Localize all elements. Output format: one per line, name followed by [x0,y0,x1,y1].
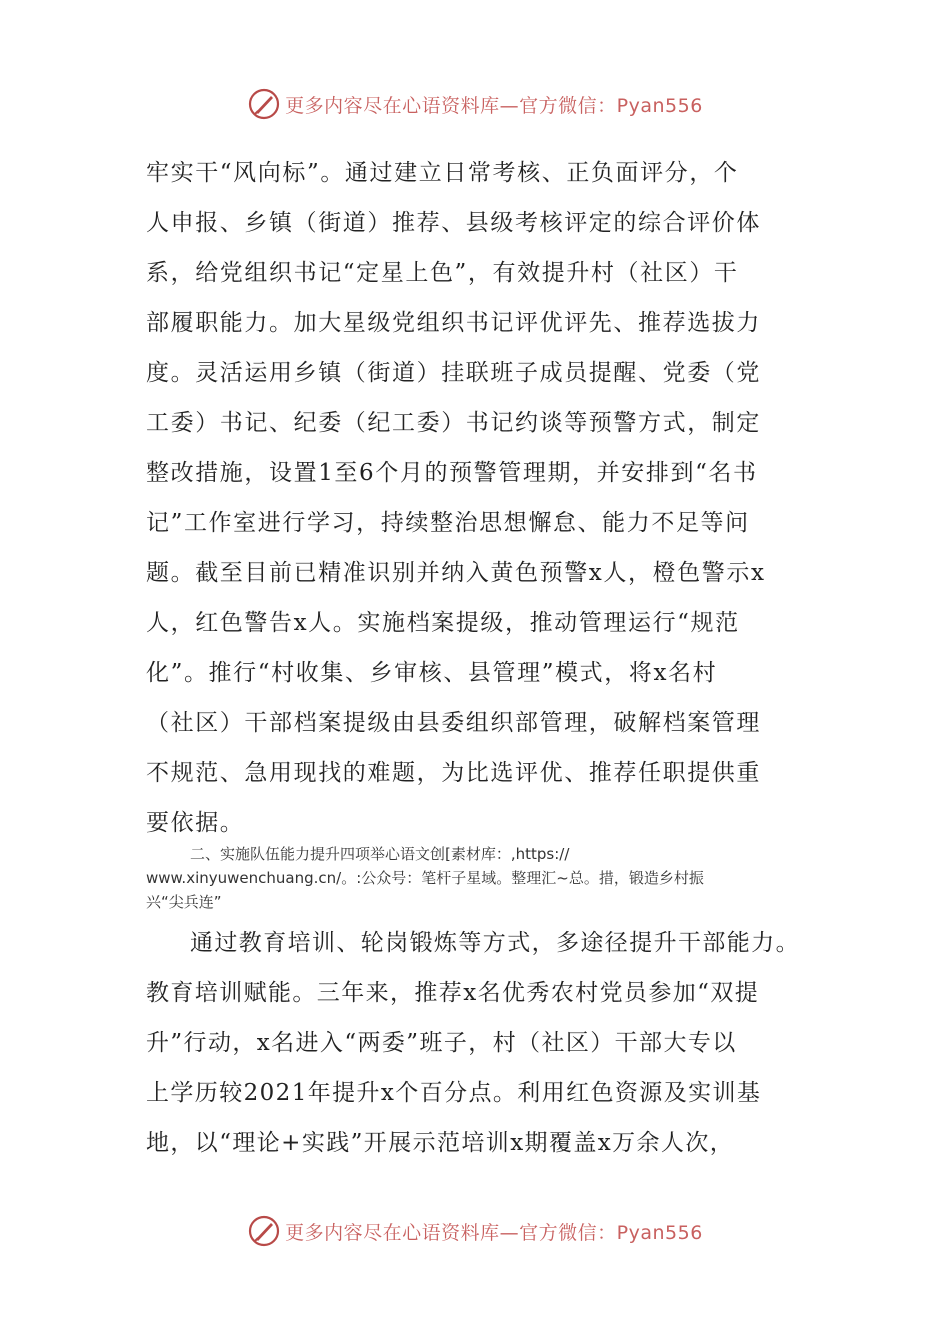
text-line: 通过教育培训、轮岗锻炼等方式，多途径提升干部能力。 [190,930,800,956]
text-line: 升”行动，x名进入“两委”班子，村（社区）干部大专以 [146,1030,737,1056]
heading-line: 兴“尖兵连” [146,893,222,911]
text-line: 上学历较2021年提升x个百分点。利用红色资源及实训基 [146,1080,762,1106]
text-line: 工委）书记、纪委（纪工委）书记约谈等预警方式，制定 [146,410,761,436]
banner-text: 更多内容尽在心语资料库—官方微信：Pyan556 [285,94,703,117]
section-heading [146,842,826,914]
text-line: （社区）干部档案提级由县委组织部管理，破解档案管理 [146,710,761,736]
footer-banner [0,1211,950,1251]
body-paragraph-2 [146,918,826,1168]
text-line: 地，以“理论+实践”开展示范培训x期覆盖x万余人次， [146,1130,735,1156]
text-line: 要依据。 [146,810,245,836]
text-line: 记”工作室进行学习，持续整治思想懈怠、能力不足等问 [146,510,750,536]
body-paragraph-1 [146,148,806,848]
text-line: 人，红色警告x人。实施档案提级，推动管理运行“规范 [146,610,740,636]
text-line: 教育培训赋能。三年来，推荐x名优秀农村党员参加“双提 [146,980,760,1006]
text-line: 人申报、乡镇（街道）推荐、县级考核评定的综合评价体 [146,210,761,236]
text-line: 不规范、急用现找的难题，为比选评优、推荐任职提供重 [146,760,761,786]
text-line: 度。灵活运用乡镇（街道）挂联班子成员提醒、党委（党 [146,360,761,386]
heading-line: 二、实施队伍能力提升四项举心语文创[素材库：,https:// [190,845,570,863]
heading-line: www.xinyuwenchuang.cn/。:公众号：笔杆子星域。整理汇~总。措，锻造乡村振 [146,869,704,887]
text-line: 牢实干“风向标”。通过建立日常考核、正负面评分，个 [146,160,739,186]
text-line: 系，给党组织书记“定星上色”，有效提升村（社区）干 [146,260,739,286]
banner-text: 更多内容尽在心语资料库—官方微信：Pyan556 [285,1221,703,1244]
text-line: 题。截至目前已精准识别并纳入黄色预警x人，橙色警示x [146,560,766,586]
quill-logo-icon [247,1214,281,1248]
header-banner [0,84,950,124]
text-line: 整改措施，设置1至6个月的预警管理期，并安排到“名书 [146,460,758,486]
quill-logo-icon [247,87,281,121]
text-line: 化”。推行“村收集、乡审核、县管理”模式，将x名村 [146,660,718,686]
text-line: 部履职能力。加大星级党组织书记评优评先、推荐选拔力 [146,310,761,336]
